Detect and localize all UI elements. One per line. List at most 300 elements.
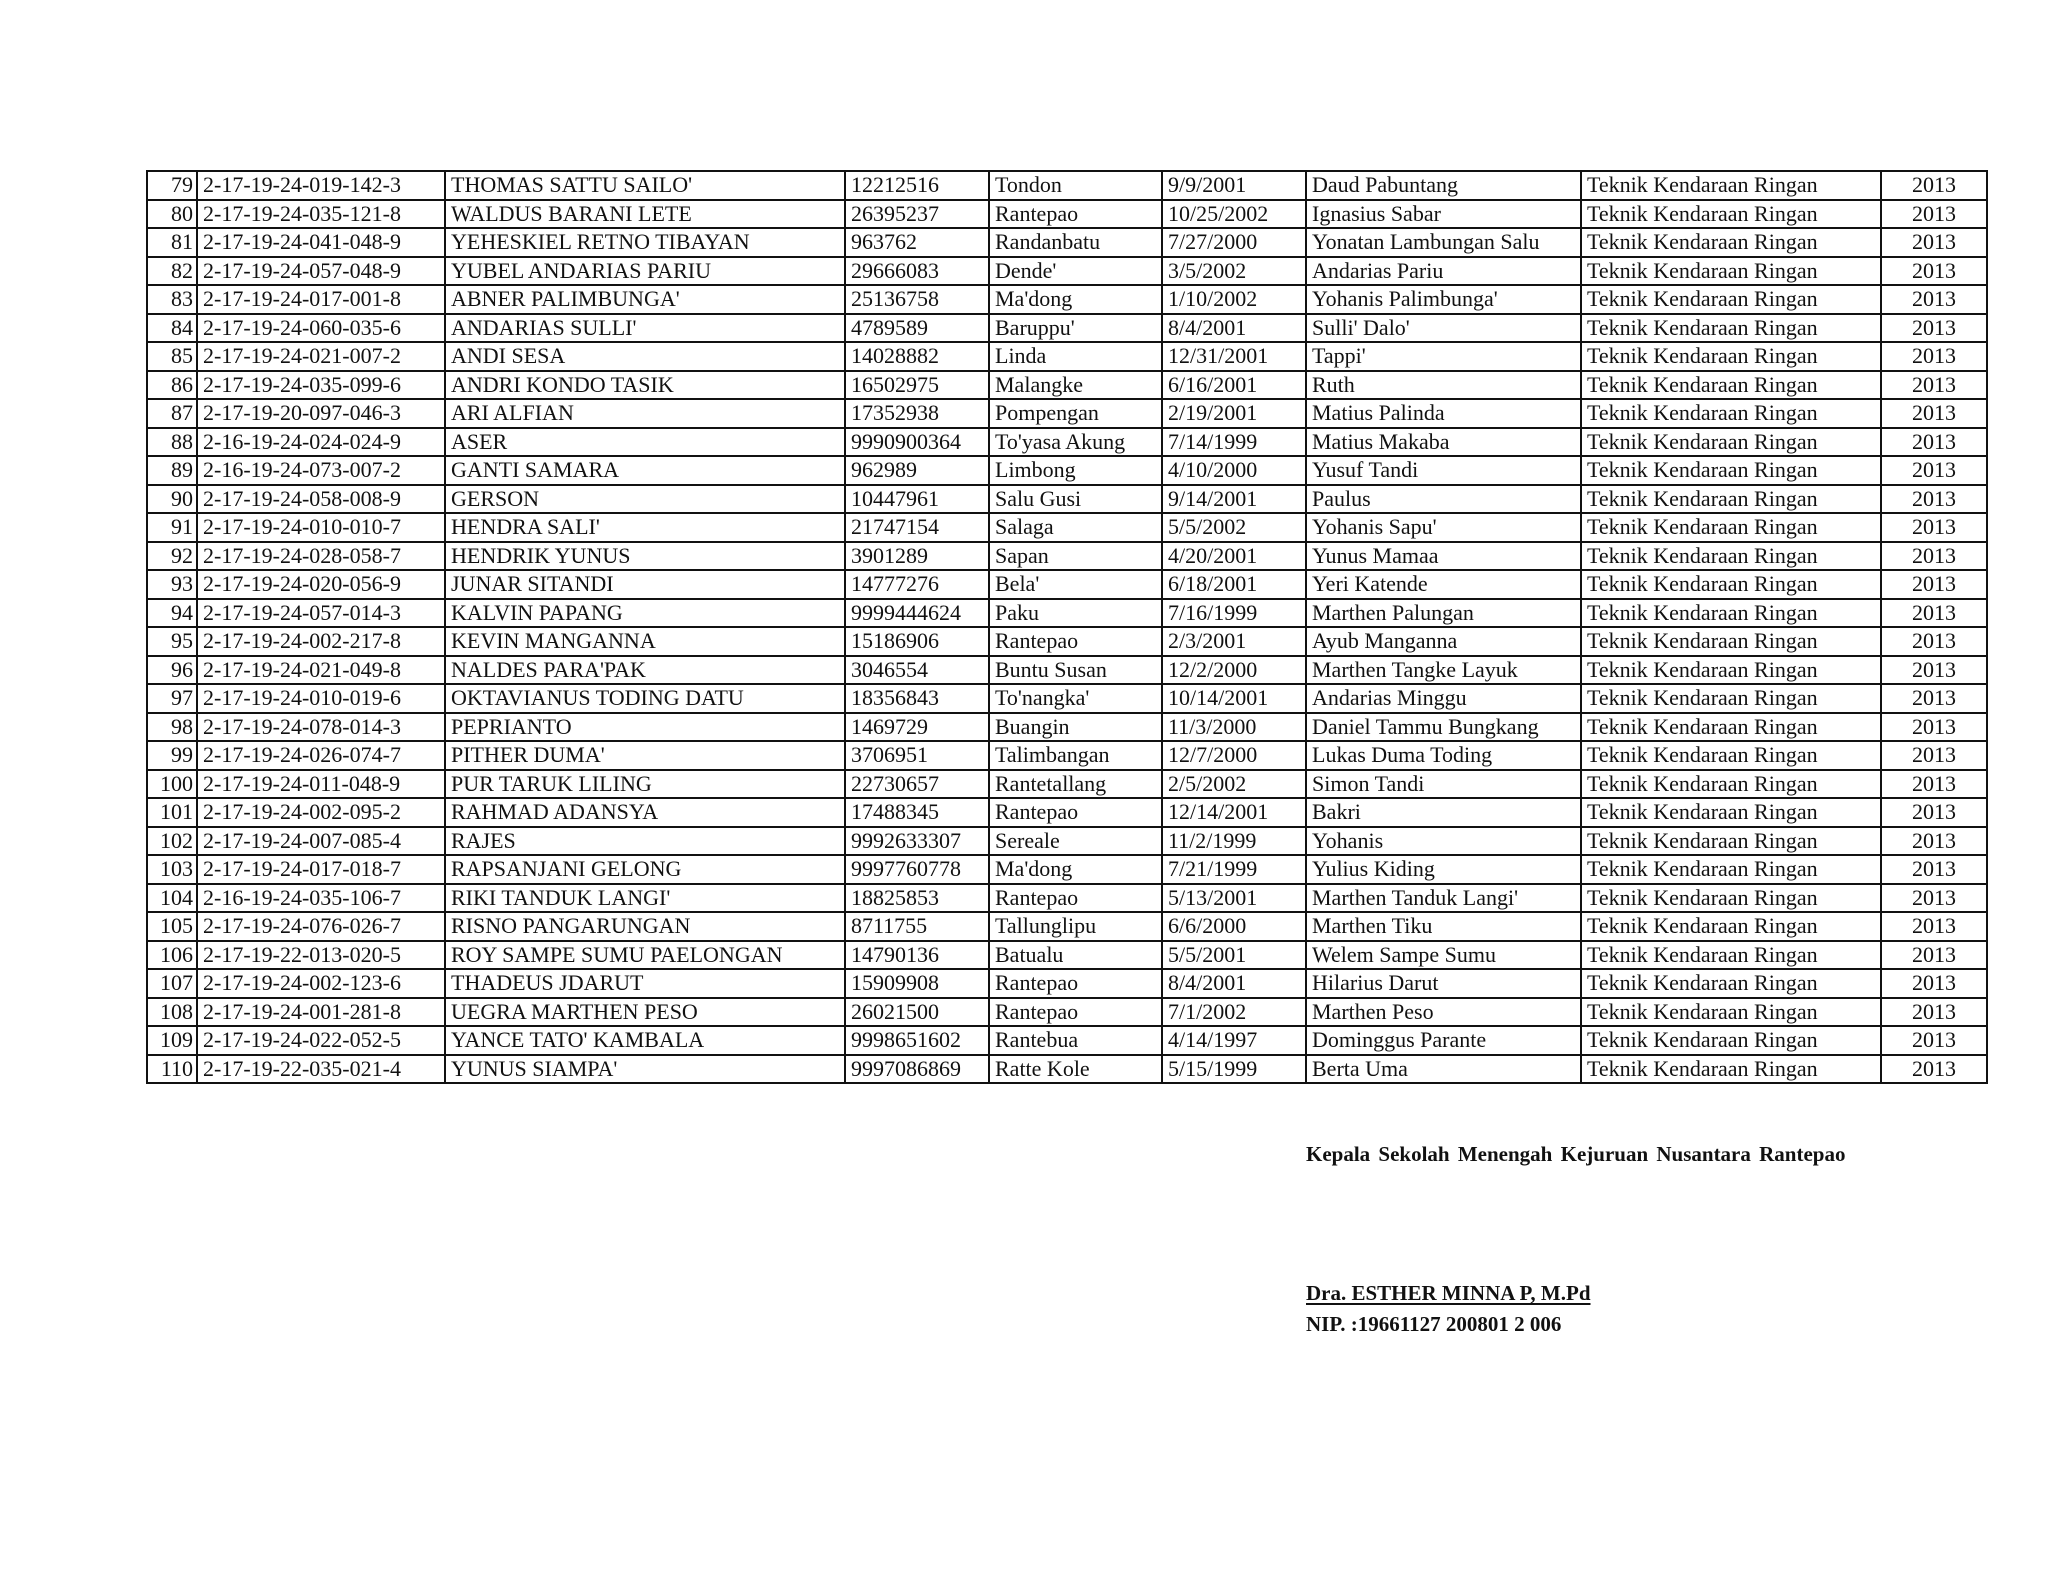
cell-student-name: THADEUS JDARUT <box>445 969 845 998</box>
cell-year: 2013 <box>1881 998 1987 1027</box>
cell-student-id: 2-17-19-24-001-281-8 <box>197 998 445 1027</box>
cell-birth-date: 7/14/1999 <box>1162 428 1306 457</box>
cell-birth-date: 7/27/2000 <box>1162 228 1306 257</box>
cell-nisn: 18825853 <box>845 884 989 913</box>
cell-birth-date: 5/5/2002 <box>1162 513 1306 542</box>
cell-row-number: 89 <box>147 456 197 485</box>
cell-student-id: 2-17-19-24-022-052-5 <box>197 1026 445 1055</box>
cell-student-id: 2-17-19-24-026-074-7 <box>197 741 445 770</box>
cell-parent-name: Yohanis Sapu' <box>1306 513 1581 542</box>
cell-student-name: ASER <box>445 428 845 457</box>
cell-student-id: 2-17-19-24-058-008-9 <box>197 485 445 514</box>
cell-parent-name: Ignasius Sabar <box>1306 200 1581 229</box>
cell-birthplace: Ma'dong <box>989 855 1162 884</box>
cell-student-id: 2-17-19-24-057-014-3 <box>197 599 445 628</box>
cell-year: 2013 <box>1881 599 1987 628</box>
cell-parent-name: Marthen Peso <box>1306 998 1581 1027</box>
cell-birth-date: 11/3/2000 <box>1162 713 1306 742</box>
table-row <box>147 1026 1987 1055</box>
table-row <box>147 998 1987 1027</box>
cell-year: 2013 <box>1881 570 1987 599</box>
cell-year: 2013 <box>1881 257 1987 286</box>
cell-parent-name: Ayub Manganna <box>1306 627 1581 656</box>
cell-birthplace: Malangke <box>989 371 1162 400</box>
cell-student-id: 2-17-19-24-010-010-7 <box>197 513 445 542</box>
cell-birthplace: Rantepao <box>989 798 1162 827</box>
cell-birth-date: 12/31/2001 <box>1162 342 1306 371</box>
cell-year: 2013 <box>1881 371 1987 400</box>
cell-student-name: ABNER PALIMBUNGA' <box>445 285 845 314</box>
cell-birth-date: 6/18/2001 <box>1162 570 1306 599</box>
cell-birth-date: 2/5/2002 <box>1162 770 1306 799</box>
cell-program: Teknik Kendaraan Ringan <box>1581 798 1881 827</box>
cell-student-name: RAJES <box>445 827 845 856</box>
cell-program: Teknik Kendaraan Ringan <box>1581 884 1881 913</box>
cell-birthplace: Ma'dong <box>989 285 1162 314</box>
cell-birth-date: 5/15/1999 <box>1162 1055 1306 1084</box>
table-row <box>147 456 1987 485</box>
cell-year: 2013 <box>1881 342 1987 371</box>
cell-birthplace: Buangin <box>989 713 1162 742</box>
cell-program: Teknik Kendaraan Ringan <box>1581 257 1881 286</box>
cell-parent-name: Andarias Pariu <box>1306 257 1581 286</box>
cell-birthplace: Buntu Susan <box>989 656 1162 685</box>
cell-birthplace: Rantetallang <box>989 770 1162 799</box>
cell-row-number: 107 <box>147 969 197 998</box>
cell-student-id: 2-17-19-24-002-217-8 <box>197 627 445 656</box>
cell-year: 2013 <box>1881 969 1987 998</box>
cell-birthplace: Bela' <box>989 570 1162 599</box>
cell-program: Teknik Kendaraan Ringan <box>1581 770 1881 799</box>
cell-birthplace: Pompengan <box>989 399 1162 428</box>
cell-student-name: RAPSANJANI GELONG <box>445 855 845 884</box>
cell-birth-date: 6/16/2001 <box>1162 371 1306 400</box>
cell-student-name: THOMAS SATTU SAILO' <box>445 171 845 200</box>
cell-row-number: 94 <box>147 599 197 628</box>
cell-parent-name: Hilarius Darut <box>1306 969 1581 998</box>
cell-birthplace: Ratte Kole <box>989 1055 1162 1084</box>
cell-row-number: 83 <box>147 285 197 314</box>
cell-program: Teknik Kendaraan Ringan <box>1581 912 1881 941</box>
cell-nisn: 9998651602 <box>845 1026 989 1055</box>
cell-row-number: 108 <box>147 998 197 1027</box>
cell-program: Teknik Kendaraan Ringan <box>1581 627 1881 656</box>
cell-birth-date: 10/25/2002 <box>1162 200 1306 229</box>
cell-row-number: 110 <box>147 1055 197 1084</box>
cell-student-id: 2-17-19-24-078-014-3 <box>197 713 445 742</box>
cell-birthplace: Sereale <box>989 827 1162 856</box>
cell-row-number: 98 <box>147 713 197 742</box>
cell-birthplace: To'yasa Akung <box>989 428 1162 457</box>
cell-program: Teknik Kendaraan Ringan <box>1581 1055 1881 1084</box>
cell-row-number: 85 <box>147 342 197 371</box>
cell-parent-name: Daud Pabuntang <box>1306 171 1581 200</box>
cell-student-id: 2-17-19-24-010-019-6 <box>197 684 445 713</box>
cell-birth-date: 4/14/1997 <box>1162 1026 1306 1055</box>
cell-student-name: ARI ALFIAN <box>445 399 845 428</box>
cell-year: 2013 <box>1881 855 1987 884</box>
cell-parent-name: Marthen Tanduk Langi' <box>1306 884 1581 913</box>
cell-nisn: 8711755 <box>845 912 989 941</box>
table-row <box>147 1055 1987 1084</box>
cell-program: Teknik Kendaraan Ringan <box>1581 713 1881 742</box>
cell-student-name: GERSON <box>445 485 845 514</box>
cell-program: Teknik Kendaraan Ringan <box>1581 200 1881 229</box>
cell-birthplace: Tallunglipu <box>989 912 1162 941</box>
table-row <box>147 627 1987 656</box>
cell-birth-date: 4/20/2001 <box>1162 542 1306 571</box>
cell-student-name: HENDRIK YUNUS <box>445 542 845 571</box>
cell-birth-date: 8/4/2001 <box>1162 969 1306 998</box>
cell-birthplace: Rantepao <box>989 627 1162 656</box>
table-row <box>147 827 1987 856</box>
table-row <box>147 257 1987 286</box>
cell-parent-name: Simon Tandi <box>1306 770 1581 799</box>
cell-parent-name: Yohanis Palimbunga' <box>1306 285 1581 314</box>
cell-year: 2013 <box>1881 513 1987 542</box>
table-row <box>147 542 1987 571</box>
cell-parent-name: Dominggus Parante <box>1306 1026 1581 1055</box>
cell-birthplace: Salaga <box>989 513 1162 542</box>
cell-nisn: 963762 <box>845 228 989 257</box>
cell-year: 2013 <box>1881 741 1987 770</box>
cell-birthplace: Rantepao <box>989 998 1162 1027</box>
cell-student-name: NALDES PARA'PAK <box>445 656 845 685</box>
cell-nisn: 15186906 <box>845 627 989 656</box>
cell-student-id: 2-17-19-24-035-121-8 <box>197 200 445 229</box>
cell-student-name: OKTAVIANUS TODING DATU <box>445 684 845 713</box>
cell-row-number: 84 <box>147 314 197 343</box>
table-row <box>147 171 1987 200</box>
cell-birthplace: Rantepao <box>989 969 1162 998</box>
cell-parent-name: Matius Makaba <box>1306 428 1581 457</box>
cell-student-id: 2-16-19-24-024-024-9 <box>197 428 445 457</box>
cell-birth-date: 6/6/2000 <box>1162 912 1306 941</box>
cell-student-id: 2-17-19-24-007-085-4 <box>197 827 445 856</box>
cell-student-id: 2-17-19-24-021-049-8 <box>197 656 445 685</box>
cell-student-name: ROY SAMPE SUMU PAELONGAN <box>445 941 845 970</box>
cell-year: 2013 <box>1881 656 1987 685</box>
cell-student-id: 2-17-19-22-013-020-5 <box>197 941 445 970</box>
cell-parent-name: Daniel Tammu Bungkang <box>1306 713 1581 742</box>
cell-student-id: 2-17-19-24-020-056-9 <box>197 570 445 599</box>
cell-program: Teknik Kendaraan Ringan <box>1581 371 1881 400</box>
cell-program: Teknik Kendaraan Ringan <box>1581 171 1881 200</box>
cell-student-id: 2-17-19-24-019-142-3 <box>197 171 445 200</box>
cell-program: Teknik Kendaraan Ringan <box>1581 399 1881 428</box>
cell-row-number: 103 <box>147 855 197 884</box>
cell-parent-name: Paulus <box>1306 485 1581 514</box>
table-row <box>147 399 1987 428</box>
cell-row-number: 106 <box>147 941 197 970</box>
cell-row-number: 97 <box>147 684 197 713</box>
signatory-nip: NIP. :19661127 200801 2 006 <box>1306 1312 1562 1336</box>
cell-nisn: 29666083 <box>845 257 989 286</box>
cell-year: 2013 <box>1881 941 1987 970</box>
cell-program: Teknik Kendaraan Ringan <box>1581 855 1881 884</box>
cell-nisn: 3901289 <box>845 542 989 571</box>
cell-row-number: 100 <box>147 770 197 799</box>
cell-program: Teknik Kendaraan Ringan <box>1581 684 1881 713</box>
cell-year: 2013 <box>1881 542 1987 571</box>
cell-birthplace: Rantebua <box>989 1026 1162 1055</box>
table-row <box>147 285 1987 314</box>
cell-student-id: 2-16-19-24-073-007-2 <box>197 456 445 485</box>
table-row <box>147 855 1987 884</box>
cell-parent-name: Bakri <box>1306 798 1581 827</box>
cell-student-name: GANTI SAMARA <box>445 456 845 485</box>
cell-program: Teknik Kendaraan Ringan <box>1581 513 1881 542</box>
cell-student-name: ANDI SESA <box>445 342 845 371</box>
cell-birthplace: Rantepao <box>989 200 1162 229</box>
cell-program: Teknik Kendaraan Ringan <box>1581 599 1881 628</box>
cell-nisn: 962989 <box>845 456 989 485</box>
cell-nisn: 26021500 <box>845 998 989 1027</box>
cell-student-name: ANDRI KONDO TASIK <box>445 371 845 400</box>
table-row <box>147 599 1987 628</box>
cell-student-name: RISNO PANGARUNGAN <box>445 912 845 941</box>
cell-birth-date: 7/1/2002 <box>1162 998 1306 1027</box>
table-row <box>147 684 1987 713</box>
table-row <box>147 969 1987 998</box>
cell-nisn: 9997760778 <box>845 855 989 884</box>
cell-student-name: RAHMAD ADANSYA <box>445 798 845 827</box>
cell-parent-name: Berta Uma <box>1306 1055 1581 1084</box>
cell-nisn: 17488345 <box>845 798 989 827</box>
cell-row-number: 88 <box>147 428 197 457</box>
cell-nisn: 12212516 <box>845 171 989 200</box>
cell-student-name: KALVIN PAPANG <box>445 599 845 628</box>
cell-row-number: 87 <box>147 399 197 428</box>
cell-parent-name: Yonatan Lambungan Salu <box>1306 228 1581 257</box>
cell-year: 2013 <box>1881 798 1987 827</box>
cell-year: 2013 <box>1881 684 1987 713</box>
cell-program: Teknik Kendaraan Ringan <box>1581 827 1881 856</box>
cell-row-number: 90 <box>147 485 197 514</box>
cell-student-id: 2-17-19-24-028-058-7 <box>197 542 445 571</box>
cell-row-number: 91 <box>147 513 197 542</box>
cell-parent-name: Yulius Kiding <box>1306 855 1581 884</box>
cell-row-number: 102 <box>147 827 197 856</box>
cell-year: 2013 <box>1881 428 1987 457</box>
cell-year: 2013 <box>1881 1055 1987 1084</box>
cell-parent-name: Yusuf Tandi <box>1306 456 1581 485</box>
cell-program: Teknik Kendaraan Ringan <box>1581 542 1881 571</box>
cell-student-id: 2-17-19-24-057-048-9 <box>197 257 445 286</box>
cell-row-number: 109 <box>147 1026 197 1055</box>
cell-row-number: 93 <box>147 570 197 599</box>
cell-birth-date: 9/14/2001 <box>1162 485 1306 514</box>
cell-birth-date: 11/2/1999 <box>1162 827 1306 856</box>
cell-year: 2013 <box>1881 228 1987 257</box>
cell-birthplace: Batualu <box>989 941 1162 970</box>
cell-parent-name: Marthen Tangke Layuk <box>1306 656 1581 685</box>
cell-nisn: 9990900364 <box>845 428 989 457</box>
cell-student-name: PEPRIANTO <box>445 713 845 742</box>
cell-student-id: 2-17-19-24-060-035-6 <box>197 314 445 343</box>
cell-student-name: YANCE TATO' KAMBALA <box>445 1026 845 1055</box>
cell-birth-date: 12/2/2000 <box>1162 656 1306 685</box>
cell-parent-name: Yunus Mamaa <box>1306 542 1581 571</box>
cell-program: Teknik Kendaraan Ringan <box>1581 342 1881 371</box>
cell-nisn: 15909908 <box>845 969 989 998</box>
cell-nisn: 10447961 <box>845 485 989 514</box>
cell-nisn: 14777276 <box>845 570 989 599</box>
cell-birth-date: 12/14/2001 <box>1162 798 1306 827</box>
cell-row-number: 104 <box>147 884 197 913</box>
table-row <box>147 342 1987 371</box>
cell-birth-date: 10/14/2001 <box>1162 684 1306 713</box>
cell-student-name: YEHESKIEL RETNO TIBAYAN <box>445 228 845 257</box>
cell-birthplace: Randanbatu <box>989 228 1162 257</box>
cell-student-name: WALDUS BARANI LETE <box>445 200 845 229</box>
cell-nisn: 14028882 <box>845 342 989 371</box>
signatory-name: Dra. ESTHER MINNA P, M.Pd <box>1306 1281 1591 1305</box>
cell-year: 2013 <box>1881 713 1987 742</box>
cell-year: 2013 <box>1881 627 1987 656</box>
cell-row-number: 86 <box>147 371 197 400</box>
cell-nisn: 9997086869 <box>845 1055 989 1084</box>
roster-body <box>147 171 1987 1083</box>
cell-row-number: 81 <box>147 228 197 257</box>
cell-student-id: 2-17-19-24-017-001-8 <box>197 285 445 314</box>
cell-student-id: 2-17-19-24-011-048-9 <box>197 770 445 799</box>
cell-year: 2013 <box>1881 827 1987 856</box>
cell-student-id: 2-17-19-24-002-123-6 <box>197 969 445 998</box>
cell-program: Teknik Kendaraan Ringan <box>1581 228 1881 257</box>
cell-nisn: 25136758 <box>845 285 989 314</box>
cell-program: Teknik Kendaraan Ringan <box>1581 570 1881 599</box>
cell-year: 2013 <box>1881 884 1987 913</box>
cell-year: 2013 <box>1881 485 1987 514</box>
cell-parent-name: Matius Palinda <box>1306 399 1581 428</box>
table-row <box>147 314 1987 343</box>
cell-year: 2013 <box>1881 1026 1987 1055</box>
cell-student-id: 2-17-19-24-002-095-2 <box>197 798 445 827</box>
cell-program: Teknik Kendaraan Ringan <box>1581 941 1881 970</box>
cell-birthplace: Salu Gusi <box>989 485 1162 514</box>
cell-row-number: 96 <box>147 656 197 685</box>
cell-birthplace: Paku <box>989 599 1162 628</box>
cell-student-name: HENDRA SALI' <box>445 513 845 542</box>
cell-parent-name: Sulli' Dalo' <box>1306 314 1581 343</box>
cell-row-number: 82 <box>147 257 197 286</box>
cell-year: 2013 <box>1881 171 1987 200</box>
table-row <box>147 570 1987 599</box>
cell-program: Teknik Kendaraan Ringan <box>1581 741 1881 770</box>
table-row <box>147 371 1987 400</box>
cell-student-id: 2-17-19-22-035-021-4 <box>197 1055 445 1084</box>
cell-nisn: 4789589 <box>845 314 989 343</box>
cell-student-name: KEVIN MANGANNA <box>445 627 845 656</box>
cell-year: 2013 <box>1881 770 1987 799</box>
cell-year: 2013 <box>1881 399 1987 428</box>
table-row <box>147 656 1987 685</box>
cell-nisn: 26395237 <box>845 200 989 229</box>
table-row <box>147 941 1987 970</box>
cell-nisn: 16502975 <box>845 371 989 400</box>
cell-student-id: 2-16-19-24-035-106-7 <box>197 884 445 913</box>
cell-student-id: 2-17-19-24-035-099-6 <box>197 371 445 400</box>
cell-year: 2013 <box>1881 456 1987 485</box>
cell-student-name: YUNUS SIAMPA' <box>445 1055 845 1084</box>
cell-student-name: PUR TARUK LILING <box>445 770 845 799</box>
table-row <box>147 200 1987 229</box>
table-row <box>147 912 1987 941</box>
cell-birth-date: 1/10/2002 <box>1162 285 1306 314</box>
cell-nisn: 18356843 <box>845 684 989 713</box>
cell-parent-name: Andarias Minggu <box>1306 684 1581 713</box>
cell-parent-name: Yeri Katende <box>1306 570 1581 599</box>
cell-year: 2013 <box>1881 200 1987 229</box>
cell-birth-date: 3/5/2002 <box>1162 257 1306 286</box>
cell-nisn: 17352938 <box>845 399 989 428</box>
cell-row-number: 79 <box>147 171 197 200</box>
table-row <box>147 741 1987 770</box>
table-row <box>147 485 1987 514</box>
cell-student-name: PITHER DUMA' <box>445 741 845 770</box>
cell-program: Teknik Kendaraan Ringan <box>1581 285 1881 314</box>
cell-parent-name: Lukas Duma Toding <box>1306 741 1581 770</box>
table-row <box>147 428 1987 457</box>
cell-birthplace: Sapan <box>989 542 1162 571</box>
cell-row-number: 105 <box>147 912 197 941</box>
cell-student-id: 2-17-19-24-021-007-2 <box>197 342 445 371</box>
cell-birthplace: Tondon <box>989 171 1162 200</box>
cell-year: 2013 <box>1881 285 1987 314</box>
table-row <box>147 713 1987 742</box>
cell-parent-name: Marthen Tiku <box>1306 912 1581 941</box>
cell-program: Teknik Kendaraan Ringan <box>1581 656 1881 685</box>
cell-parent-name: Welem Sampe Sumu <box>1306 941 1581 970</box>
cell-parent-name: Yohanis <box>1306 827 1581 856</box>
cell-program: Teknik Kendaraan Ringan <box>1581 428 1881 457</box>
cell-program: Teknik Kendaraan Ringan <box>1581 1026 1881 1055</box>
cell-birthplace: Rantepao <box>989 884 1162 913</box>
cell-birth-date: 9/9/2001 <box>1162 171 1306 200</box>
cell-program: Teknik Kendaraan Ringan <box>1581 998 1881 1027</box>
cell-birthplace: Dende' <box>989 257 1162 286</box>
cell-program: Teknik Kendaraan Ringan <box>1581 456 1881 485</box>
cell-nisn: 14790136 <box>845 941 989 970</box>
cell-nisn: 9992633307 <box>845 827 989 856</box>
cell-student-id: 2-17-19-24-041-048-9 <box>197 228 445 257</box>
signatory-title: Kepala Sekolah Menengah Kejuruan Nusantara Rantepao <box>1306 1142 1846 1166</box>
cell-birth-date: 5/13/2001 <box>1162 884 1306 913</box>
cell-row-number: 95 <box>147 627 197 656</box>
cell-birth-date: 2/19/2001 <box>1162 399 1306 428</box>
cell-parent-name: Tappi' <box>1306 342 1581 371</box>
cell-row-number: 99 <box>147 741 197 770</box>
cell-birthplace: Talimbangan <box>989 741 1162 770</box>
cell-nisn: 21747154 <box>845 513 989 542</box>
cell-student-name: ANDARIAS SULLI' <box>445 314 845 343</box>
cell-nisn: 1469729 <box>845 713 989 742</box>
cell-nisn: 22730657 <box>845 770 989 799</box>
cell-birth-date: 7/16/1999 <box>1162 599 1306 628</box>
cell-nisn: 9999444624 <box>845 599 989 628</box>
cell-year: 2013 <box>1881 912 1987 941</box>
cell-nisn: 3046554 <box>845 656 989 685</box>
cell-birth-date: 8/4/2001 <box>1162 314 1306 343</box>
table-row <box>147 228 1987 257</box>
cell-birthplace: Linda <box>989 342 1162 371</box>
cell-birth-date: 7/21/1999 <box>1162 855 1306 884</box>
cell-birthplace: To'nangka' <box>989 684 1162 713</box>
cell-row-number: 92 <box>147 542 197 571</box>
cell-year: 2013 <box>1881 314 1987 343</box>
cell-birth-date: 5/5/2001 <box>1162 941 1306 970</box>
